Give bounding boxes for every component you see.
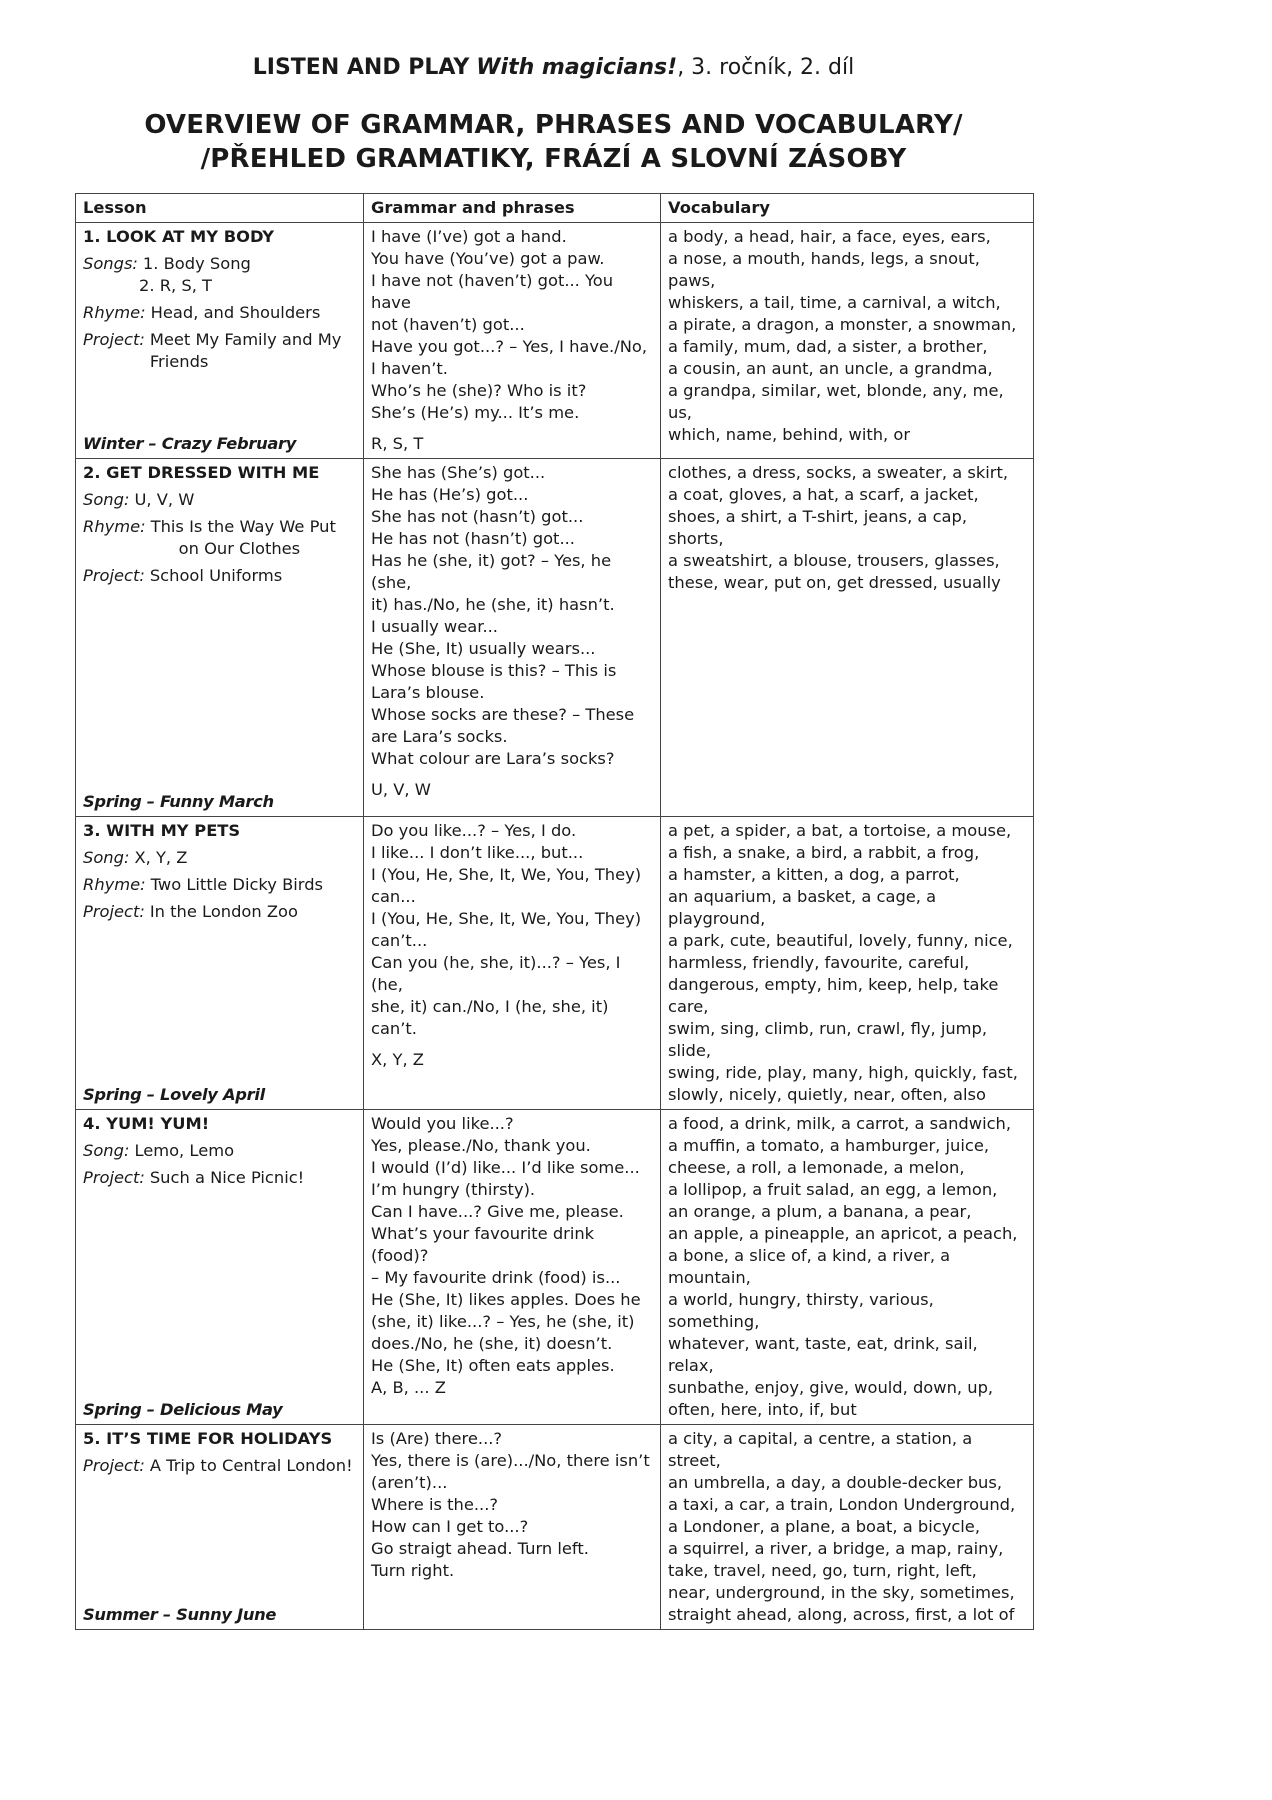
rhyme-row xyxy=(83,302,356,324)
vocabulary-line: a bone, a slice of, a kind, a river, a mountain, xyxy=(668,1246,951,1287)
grammar-line: What colour are Lara’s socks? xyxy=(371,749,615,768)
song-value: Lemo, Lemo xyxy=(134,1141,235,1160)
rhyme-label: Rhyme: xyxy=(83,875,146,894)
lesson-title: 2. GET DRESSED WITH ME xyxy=(83,463,320,482)
grammar-line: She has not (hasn’t) got... xyxy=(371,507,584,526)
vocabulary-line: swim, sing, climb, run, crawl, fly, jump, slide, xyxy=(668,1019,988,1060)
grammar-line: – My favourite drink (food) is... xyxy=(371,1268,621,1287)
project-value: School Uniforms xyxy=(149,566,283,585)
project-row xyxy=(83,1167,356,1189)
vocabulary-line: cheese, a roll, a lemonade, a melon, xyxy=(668,1158,965,1177)
grammar-line: Can you (he, she, it)...? – Yes, I (he, xyxy=(371,953,621,994)
grammar-line: does./No, he (she, it) doesn’t. xyxy=(371,1334,613,1353)
project-value: In the London Zoo xyxy=(149,902,298,921)
table-row xyxy=(76,459,1034,817)
letters-line: R, S, T xyxy=(371,434,424,453)
project-label: Project: xyxy=(83,1168,145,1187)
title-italic: With magicians! xyxy=(476,55,678,80)
vocabulary-line: a sweatshirt, a blouse, trousers, glasses, xyxy=(668,551,1000,570)
vocabulary-line: an aquarium, a basket, a cage, a playground, xyxy=(668,887,937,928)
heading-line-1: OVERVIEW OF GRAMMAR, PHRASES AND VOCABULARY/ xyxy=(144,110,963,140)
vocabulary-cell xyxy=(661,1425,1034,1630)
grammar-cell xyxy=(364,817,661,1110)
rhyme-row xyxy=(83,516,356,560)
project-label: Project: xyxy=(83,902,145,921)
vocabulary-line: an apple, a pineapple, an apricot, a peach, xyxy=(668,1224,1018,1243)
vocabulary-line: near, underground, in the sky, sometimes, xyxy=(668,1583,1015,1602)
grammar-cell xyxy=(364,459,661,817)
grammar-line: Turn right. xyxy=(371,1561,455,1580)
vocabulary-line: which, name, behind, with, or xyxy=(668,425,911,444)
lesson-cell xyxy=(76,223,364,459)
main-heading xyxy=(0,108,1107,176)
vocabulary-line: a lollipop, a fruit salad, an egg, a lemon, xyxy=(668,1180,998,1199)
lesson-title: 4. YUM! YUM! xyxy=(83,1114,210,1133)
grammar-line: Would you like...? xyxy=(371,1114,514,1133)
project-label: Project: xyxy=(83,330,145,349)
column-header-lesson: Lesson xyxy=(76,194,364,223)
letters-line: X, Y, Z xyxy=(371,1050,424,1069)
grammar-line: can... xyxy=(371,887,416,906)
grammar-line: I would (I’d) like... I’d like some... xyxy=(371,1158,640,1177)
vocabulary-line: a squirrel, a river, a bridge, a map, rainy, xyxy=(668,1539,1004,1558)
grammar-line: (she, it) like...? – Yes, he (she, it) xyxy=(371,1312,635,1331)
grammar-line: Have you got...? – Yes, I have./No, xyxy=(371,337,648,356)
song-label: Song: xyxy=(83,490,130,509)
grammar-line: Whose blouse is this? – This is xyxy=(371,661,617,680)
vocabulary-line: whiskers, a tail, time, a carnival, a witch, xyxy=(668,293,1001,312)
grammar-line: I usually wear... xyxy=(371,617,498,636)
grammar-line: She’s (He’s) my... It’s me. xyxy=(371,403,580,422)
grammar-line: I’m hungry (thirsty). xyxy=(371,1180,536,1199)
grammar-line: I haven’t. xyxy=(371,359,448,378)
title-bold: LISTEN AND PLAY xyxy=(252,55,470,80)
document-title xyxy=(0,54,1107,82)
grammar-line: I (You, He, She, It, We, You, They) xyxy=(371,909,642,928)
rhyme-value: This Is the Way We Put xyxy=(150,517,336,536)
vocabulary-line: take, travel, need, go, turn, right, left, xyxy=(668,1561,977,1580)
song-row xyxy=(83,847,356,869)
grammar-line: Has he (she, it) got? – Yes, he (she, xyxy=(371,551,612,592)
vocabulary-line: a fish, a snake, a bird, a rabbit, a frog, xyxy=(668,843,980,862)
grammar-line: Lara’s blouse. xyxy=(371,683,485,702)
rhyme-row xyxy=(83,874,356,896)
grammar-line: not (haven’t) got... xyxy=(371,315,525,334)
rhyme-value: Head, and Shoulders xyxy=(150,303,321,322)
vocabulary-cell xyxy=(661,1110,1034,1425)
songs-label: Songs: xyxy=(83,254,138,273)
grammar-line: I like... I don’t like..., but... xyxy=(371,843,584,862)
project-label: Project: xyxy=(83,566,145,585)
song-label: Song: xyxy=(83,1141,130,1160)
season-label: Spring – Delicious May xyxy=(83,1400,283,1419)
vocabulary-line: a body, a head, hair, a face, eyes, ears, xyxy=(668,227,991,246)
songs-row xyxy=(83,253,356,275)
lesson-cell xyxy=(76,1110,364,1425)
vocabulary-line: an umbrella, a day, a double-decker bus, xyxy=(668,1473,1003,1492)
grammar-line: Who’s he (she)? Who is it? xyxy=(371,381,587,400)
overview-table xyxy=(75,193,1034,1630)
vocabulary-line: shoes, a shirt, a T-shirt, jeans, a cap, shorts, xyxy=(668,507,968,548)
table-row xyxy=(76,1110,1034,1425)
project-row xyxy=(83,1455,356,1477)
grammar-line: He (She, It) usually wears... xyxy=(371,639,596,658)
song-item: 2. R, S, T xyxy=(139,276,213,295)
vocabulary-line: a world, hungry, thirsty, various, something, xyxy=(668,1290,934,1331)
vocabulary-line: slowly, nicely, quietly, near, often, also xyxy=(668,1085,986,1104)
grammar-line: Do you like...? – Yes, I do. xyxy=(371,821,577,840)
rhyme-label: Rhyme: xyxy=(83,517,146,536)
grammar-cell xyxy=(364,223,661,459)
grammar-line: she, it) can./No, I (he, she, it) can’t. xyxy=(371,997,609,1038)
season-label: Winter – Crazy February xyxy=(83,434,297,453)
season-label: Summer – Sunny June xyxy=(83,1605,277,1624)
vocabulary-line: a food, a drink, milk, a carrot, a sandwich, xyxy=(668,1114,1012,1133)
project-value: Such a Nice Picnic! xyxy=(149,1168,305,1187)
project-value: A Trip to Central London! xyxy=(149,1456,353,1475)
rhyme-value: Two Little Dicky Birds xyxy=(150,875,324,894)
letters-line: U, V, W xyxy=(371,780,431,799)
grammar-line: How can I get to...? xyxy=(371,1517,529,1536)
grammar-line: I (You, He, She, It, We, You, They) xyxy=(371,865,642,884)
vocabulary-cell xyxy=(661,459,1034,817)
song-row xyxy=(83,489,356,511)
grammar-line: can’t... xyxy=(371,931,428,950)
season-label: Spring – Funny March xyxy=(83,792,274,811)
grammar-line: it) has./No, he (she, it) hasn’t. xyxy=(371,595,615,614)
column-header-vocabulary: Vocabulary xyxy=(661,194,1034,223)
season-label: Spring – Lovely April xyxy=(83,1085,265,1104)
table-row xyxy=(76,223,1034,459)
vocabulary-line: these, wear, put on, get dressed, usually xyxy=(668,573,1001,592)
song-label: Song: xyxy=(83,848,130,867)
grammar-line: He (She, It) likes apples. Does he xyxy=(371,1290,641,1309)
grammar-line: Yes, please./No, thank you. xyxy=(371,1136,591,1155)
vocabulary-line: dangerous, empty, him, keep, help, take care, xyxy=(668,975,999,1016)
vocabulary-line: sunbathe, enjoy, give, would, down, up, xyxy=(668,1378,994,1397)
vocabulary-line: swing, ride, play, many, high, quickly, fast, xyxy=(668,1063,1018,1082)
grammar-line: He has not (hasn’t) got... xyxy=(371,529,575,548)
vocabulary-line: a Londoner, a plane, a boat, a bicycle, xyxy=(668,1517,980,1536)
song-row xyxy=(83,1140,356,1162)
lesson-cell xyxy=(76,817,364,1110)
lesson-title: 1. LOOK AT MY BODY xyxy=(83,227,275,246)
grammar-line: Yes, there is (are).../No, there isn’t xyxy=(371,1451,650,1470)
rhyme-label: Rhyme: xyxy=(83,303,146,322)
lesson-title: 3. WITH MY PETS xyxy=(83,821,241,840)
vocabulary-line: a coat, gloves, a hat, a scarf, a jacket, xyxy=(668,485,979,504)
project-value-cont: Friends xyxy=(149,352,209,371)
vocabulary-line: a muffin, a tomato, a hamburger, juice, xyxy=(668,1136,990,1155)
project-value: Meet My Family and My xyxy=(149,330,342,349)
project-row xyxy=(83,565,356,587)
table-row xyxy=(76,1425,1034,1630)
grammar-line: What’s your favourite drink (food)? xyxy=(371,1224,595,1265)
table-row xyxy=(76,817,1034,1110)
vocabulary-line: a cousin, an aunt, an uncle, a grandma, xyxy=(668,359,993,378)
grammar-line: (aren’t)... xyxy=(371,1473,448,1492)
vocabulary-cell xyxy=(661,817,1034,1110)
project-label: Project: xyxy=(83,1456,145,1475)
grammar-line: Is (Are) there...? xyxy=(371,1429,503,1448)
vocabulary-line: a grandpa, similar, wet, blonde, any, me, us, xyxy=(668,381,1004,422)
grammar-cell xyxy=(364,1425,661,1630)
vocabulary-line: an orange, a plum, a banana, a pear, xyxy=(668,1202,972,1221)
vocabulary-line: often, here, into, if, but xyxy=(668,1400,857,1419)
vocabulary-cell xyxy=(661,223,1034,459)
grammar-line: He has (He’s) got... xyxy=(371,485,529,504)
song-item: 1. Body Song xyxy=(142,254,251,273)
vocabulary-line: a nose, a mouth, hands, legs, a snout, paws, xyxy=(668,249,980,290)
lesson-cell xyxy=(76,1425,364,1630)
vocabulary-line: a park, cute, beautiful, lovely, funny, nice, xyxy=(668,931,1013,950)
song-value: X, Y, Z xyxy=(134,848,188,867)
rhyme-value-cont: on Our Clothes xyxy=(178,539,301,558)
vocabulary-line: a taxi, a car, a train, London Underground, xyxy=(668,1495,1016,1514)
grammar-line: Whose socks are these? – These xyxy=(371,705,635,724)
grammar-line: You have (You’ve) got a paw. xyxy=(371,249,605,268)
project-row xyxy=(83,901,356,923)
grammar-line: Go straigt ahead. Turn left. xyxy=(371,1539,589,1558)
grammar-line: She has (She’s) got... xyxy=(371,463,546,482)
vocabulary-line: a hamster, a kitten, a dog, a parrot, xyxy=(668,865,960,884)
table-header-row xyxy=(76,194,1034,223)
grammar-line: He (She, It) often eats apples. xyxy=(371,1356,615,1375)
grammar-line: I have not (haven’t) got... You have xyxy=(371,271,614,312)
lesson-cell xyxy=(76,459,364,817)
vocabulary-line: straight ahead, along, across, first, a lot of xyxy=(668,1605,1015,1624)
title-rest: , 3. ročník, 2. díl xyxy=(677,55,855,80)
vocabulary-line: whatever, want, taste, eat, drink, sail, relax, xyxy=(668,1334,978,1375)
vocabulary-line: a city, a capital, a centre, a station, a street, xyxy=(668,1429,973,1470)
grammar-line: Where is the...? xyxy=(371,1495,499,1514)
vocabulary-line: a pirate, a dragon, a monster, a snowman, xyxy=(668,315,1017,334)
column-header-grammar: Grammar and phrases xyxy=(364,194,661,223)
grammar-line: A, B, ... Z xyxy=(371,1378,446,1397)
grammar-line: I have (I’ve) got a hand. xyxy=(371,227,567,246)
heading-line-2: /PŘEHLED GRAMATIKY, FRÁZÍ A SLOVNÍ ZÁSOBY xyxy=(200,144,907,174)
vocabulary-line: a pet, a spider, a bat, a tortoise, a mouse, xyxy=(668,821,1012,840)
vocabulary-line: a family, mum, dad, a sister, a brother, xyxy=(668,337,988,356)
vocabulary-line: harmless, friendly, favourite, careful, xyxy=(668,953,970,972)
project-row xyxy=(83,329,356,373)
lesson-title: 5. IT’S TIME FOR HOLIDAYS xyxy=(83,1429,333,1448)
song-value: U, V, W xyxy=(134,490,195,509)
grammar-line: Can I have...? Give me, please. xyxy=(371,1202,624,1221)
grammar-line: are Lara’s socks. xyxy=(371,727,508,746)
vocabulary-line: clothes, a dress, socks, a sweater, a skirt, xyxy=(668,463,1009,482)
grammar-cell xyxy=(364,1110,661,1425)
